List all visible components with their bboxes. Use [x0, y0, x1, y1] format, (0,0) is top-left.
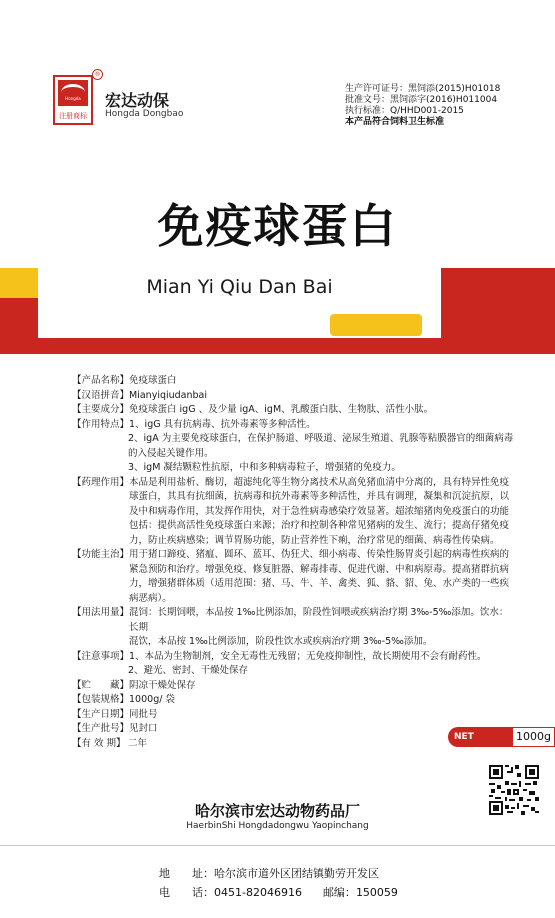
info-row	[72, 708, 517, 723]
company-address	[159, 865, 379, 881]
yellow-accent-bar	[330, 314, 422, 336]
brand-name-cn: 宏达动保	[105, 91, 170, 110]
info-label: 【产品名称】	[72, 375, 130, 386]
product-info	[72, 374, 517, 751]
company-name-en: HaerbinShi Hongdadongwu Yaopinchang	[186, 821, 369, 831]
info-label: 【汉语拼音】	[72, 389, 130, 401]
license-line: 执行标准：Q/HHD001-2015	[345, 106, 464, 116]
info-row	[72, 418, 517, 433]
info-value: 3、igM 凝结颗粒性抗原，中和多种病毒粒子，增强猪的免疫力。	[128, 462, 401, 473]
info-value: 同批号	[129, 708, 158, 720]
info-value: 二年	[128, 737, 148, 749]
info-value: 见封口	[129, 723, 158, 734]
address-label: 地 址：	[159, 867, 214, 880]
info-row	[72, 389, 517, 404]
info-row	[72, 461, 517, 476]
net-weight-badge	[448, 727, 555, 762]
license-info	[345, 84, 500, 128]
info-label: 【有 效 期】	[72, 737, 126, 749]
info-label: 【生产批号】	[72, 723, 130, 734]
info-value: 1、igG 具有抗病毒、抗外毒素等多种活性。	[129, 418, 316, 430]
info-value: 1、本品为生物制剂，安全无毒性无残留；无免疫抑制性，故长期使用不会有耐药性。	[129, 650, 487, 662]
info-label: 【包装规格】	[72, 694, 130, 705]
info-label: 【贮 藏】	[72, 679, 130, 691]
info-row	[72, 606, 517, 650]
footer-divider	[0, 845, 555, 846]
phone-value: 0451-82046916	[214, 886, 302, 899]
postcode-label: 邮编：	[322, 886, 356, 899]
info-value: 1000g/ 袋	[129, 694, 175, 705]
company-name-cn: 哈尔滨市宏达动物药品厂	[194, 802, 360, 820]
logo-trademark-text: 注册商标	[59, 112, 87, 120]
product-pinyin: Mian Yi Qiu Dan Bai	[146, 276, 333, 298]
address-value: 哈尔滨市道外区团结镇勤劳开发区	[214, 867, 379, 880]
info-label: 【功能主治】	[72, 549, 130, 560]
info-value: 本品是利用盐析、酶切，超滤纯化等生物分离技术从高免猪血清中分离的，具有特异性免疫 球蛋白，其具有抗细菌，抗病毒和抗外毒素等多种活性，并具有调理，凝集和沉淀抗原，以 及中和病毒作用，其发挥作用快，对于急性病毒感染疗效显著。超浓缩猪肉免疫蛋白的功能 包括：提供高活性免疫球蛋白来源；治疗和控制各种常见猪病的发生、流行；提高仔猪免疫 力，防止疾病感染；调节胃肠功能，防止营养性下痢，治疗常见的细菌、病毒性传染病。	[129, 476, 510, 546]
brand-logo-icon	[53, 75, 93, 125]
info-row	[72, 679, 517, 694]
info-value: 免疫球蛋白 igG 、及少量 igA、igM、乳酸蛋白肽、生物肽、活性小肽。	[129, 404, 434, 415]
license-line: 生产许可证号：黑饲添(2015)H01018	[345, 84, 501, 94]
info-row	[72, 432, 517, 461]
info-label: 【药理作用】	[72, 476, 130, 488]
postcode-value: 150059	[355, 886, 398, 899]
info-label: 【主要成分】	[72, 404, 130, 415]
info-value: 2、避光、密封、干燥处保存	[128, 665, 249, 676]
info-value: 2、igA 为主要免疫球蛋白，在保护肠道、呼吸道、泌尿生殖道、乳腺等粘膜器官的细菌病毒 的入侵起关键作用。	[128, 433, 514, 459]
info-value: 用于猪口蹄疫、猪瘟、圆环、蓝耳、伪狂犬、细小病毒、传染性肠胃炎引起的病毒性疾病的 紧急预防和治疗。增强免疫、修复脏器、解毒排毒、促进代谢、中和病原毒。提高猪群抗病 力，增强猪群体质（适用范围：猪、马、牛、羊、禽类、狐、貉、貂、兔、水产类的一些疾 病恶病）。	[129, 549, 510, 604]
info-label: 【生产日期】	[72, 708, 130, 720]
info-row	[72, 476, 517, 549]
registered-mark: ®	[92, 69, 103, 80]
phone-label: 电 话：	[159, 886, 214, 899]
license-line: 本产品符合饲料卫生标准	[345, 117, 445, 127]
info-row	[72, 664, 517, 679]
info-row	[72, 374, 517, 389]
license-line: 批准文号：黑饲添字(2016)H011004	[345, 95, 498, 105]
product-title: 免疫球蛋白	[157, 199, 398, 253]
net-weight-label: NET WEIGHT	[448, 727, 512, 747]
info-value: 免疫球蛋白	[129, 375, 177, 386]
bird-logo-icon: Hongda	[58, 80, 88, 106]
info-label: 【用法用量】	[72, 607, 130, 618]
info-label: 【作用特点】	[72, 418, 130, 430]
info-row	[72, 650, 517, 665]
info-row	[72, 548, 517, 606]
info-row	[72, 403, 517, 418]
info-row	[72, 693, 517, 708]
net-weight-value: 1000g	[512, 727, 555, 747]
info-value: Mianyiqiudanbai	[129, 389, 208, 401]
info-value: 阴凉干燥处保存	[129, 679, 196, 691]
info-value: 混饲：长期饲喂，本品按 1‰比例添加，阶段性饲喂或疾病治疗期 3‰-5‰添加。饮水：长期 混饮，本品按 1‰比例添加，阶段性饮水或疾病治疗期 3‰-5‰添加。	[129, 607, 509, 647]
company-contact	[159, 884, 398, 900]
info-label: 【注意事项】	[72, 650, 130, 662]
brand-name-en: Hongda Dongbao	[105, 109, 184, 119]
